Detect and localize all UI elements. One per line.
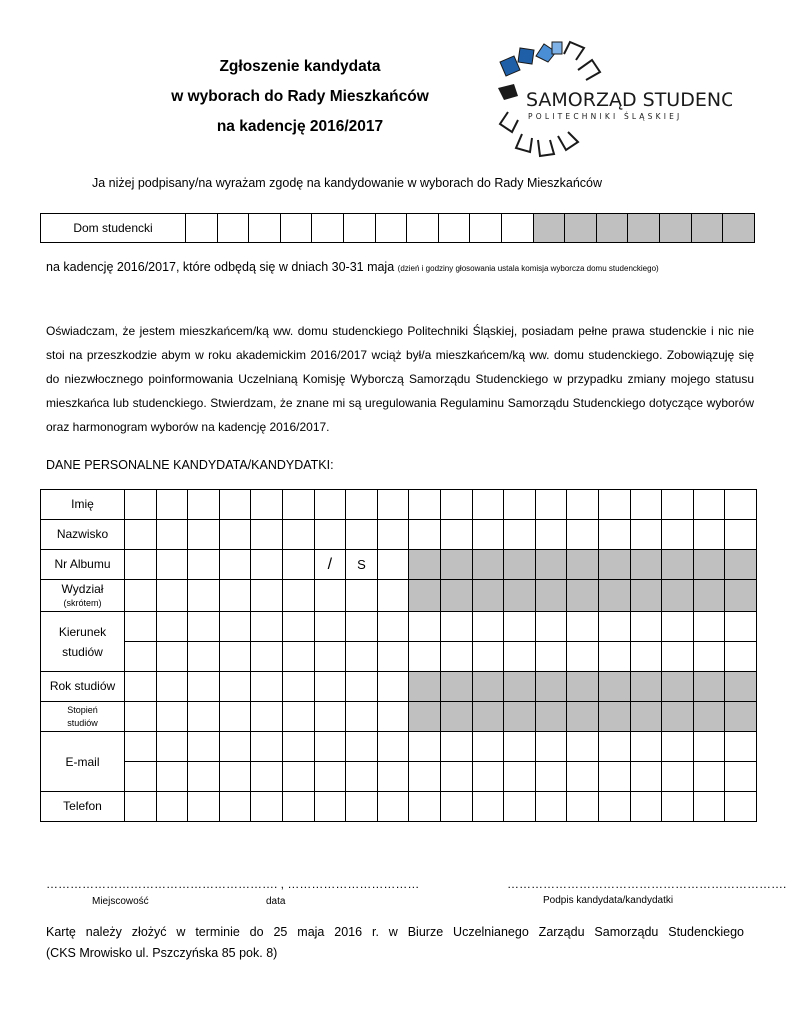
input-cell[interactable] bbox=[346, 580, 378, 612]
input-cell[interactable] bbox=[567, 642, 599, 672]
input-cell[interactable] bbox=[472, 612, 504, 642]
input-cell-disabled bbox=[598, 550, 630, 580]
dorm-cell-disabled bbox=[596, 214, 628, 243]
field-label bbox=[41, 612, 125, 672]
input-cell[interactable] bbox=[377, 550, 409, 580]
declaration bbox=[46, 319, 754, 439]
input-cell[interactable] bbox=[125, 490, 157, 520]
personal-data-table bbox=[40, 489, 757, 822]
dorm-cell-disabled bbox=[691, 214, 723, 243]
input-cell[interactable] bbox=[377, 642, 409, 672]
input-cell[interactable] bbox=[504, 762, 536, 792]
input-cell[interactable] bbox=[662, 762, 694, 792]
input-cell[interactable] bbox=[440, 792, 472, 822]
logo-name: SAMORZĄD STUDENCKI bbox=[526, 89, 732, 111]
input-cell[interactable] bbox=[156, 642, 188, 672]
input-cell[interactable] bbox=[219, 672, 251, 702]
input-cell[interactable] bbox=[630, 520, 662, 550]
input-cell[interactable] bbox=[156, 762, 188, 792]
input-cell[interactable] bbox=[156, 702, 188, 732]
input-cell[interactable] bbox=[377, 762, 409, 792]
input-cell[interactable] bbox=[282, 580, 314, 612]
input-cell[interactable] bbox=[188, 792, 220, 822]
input-cell[interactable] bbox=[188, 732, 220, 762]
input-cell[interactable] bbox=[156, 490, 188, 520]
input-cell[interactable] bbox=[188, 642, 220, 672]
input-cell-disabled bbox=[662, 550, 694, 580]
term-text: na kadencję 2016/2017, które odbędą się w dniach 30-31 maja bbox=[46, 260, 395, 274]
input-cell[interactable] bbox=[346, 672, 378, 702]
input-cell[interactable] bbox=[346, 732, 378, 762]
input-cell[interactable] bbox=[346, 520, 378, 550]
dorm-cell[interactable] bbox=[186, 214, 218, 243]
declaration-line: stoi na przeszkodzie abym w roku akademickim 2016/2017 wciąż był/a mieszkańcem/ką ww. domu studenckiego. Zobowiązuję się bbox=[46, 348, 754, 362]
field-label bbox=[41, 732, 125, 792]
input-cell-disabled bbox=[598, 702, 630, 732]
input-cell-disabled bbox=[440, 672, 472, 702]
input-cell[interactable] bbox=[346, 792, 378, 822]
input-cell[interactable] bbox=[377, 580, 409, 612]
input-cell-disabled bbox=[725, 672, 757, 702]
input-cell-disabled bbox=[504, 672, 536, 702]
input-cell[interactable] bbox=[188, 580, 220, 612]
input-cell[interactable] bbox=[725, 792, 757, 822]
input-cell[interactable] bbox=[125, 520, 157, 550]
dorm-cell-disabled bbox=[628, 214, 660, 243]
input-cell[interactable] bbox=[725, 642, 757, 672]
field-label-text: Nr Albumu bbox=[54, 557, 111, 571]
input-cell[interactable] bbox=[251, 732, 283, 762]
field-label-text: Nazwisko bbox=[56, 527, 109, 541]
input-cell[interactable] bbox=[377, 520, 409, 550]
input-cell[interactable] bbox=[630, 642, 662, 672]
field-label bbox=[41, 580, 125, 612]
input-cell-disabled bbox=[662, 672, 694, 702]
input-cell[interactable] bbox=[282, 642, 314, 672]
declaration-line: oraz harmonogram wyborów na kadencję 2016/2017. bbox=[46, 420, 330, 434]
input-cell[interactable] bbox=[251, 580, 283, 612]
signature-dots[interactable]: ……………………………………………………………. bbox=[507, 877, 787, 891]
field-label bbox=[41, 792, 125, 822]
dorm-cell[interactable] bbox=[312, 214, 344, 243]
field-label bbox=[41, 672, 125, 702]
input-cell-disabled bbox=[662, 580, 694, 612]
input-cell[interactable] bbox=[725, 762, 757, 792]
dorm-cell-disabled bbox=[533, 214, 565, 243]
input-cell[interactable] bbox=[504, 490, 536, 520]
input-cell[interactable] bbox=[314, 792, 346, 822]
dorm-cell[interactable] bbox=[501, 214, 533, 243]
input-cell[interactable] bbox=[346, 762, 378, 792]
input-cell[interactable] bbox=[314, 732, 346, 762]
input-cell[interactable] bbox=[662, 642, 694, 672]
dorm-cell[interactable] bbox=[470, 214, 502, 243]
personal-row bbox=[41, 792, 757, 822]
dorm-cell[interactable] bbox=[280, 214, 312, 243]
input-cell[interactable] bbox=[188, 672, 220, 702]
input-cell[interactable] bbox=[188, 762, 220, 792]
input-cell[interactable] bbox=[282, 550, 314, 580]
declaration-line: mieszkańca lub studenckiego. Stwierdzam, że znane mi są uregulowania Regulaminu Samorządu Studenckiego dotyczące wyborów bbox=[46, 396, 754, 410]
input-cell-disabled bbox=[693, 672, 725, 702]
input-cell-disabled bbox=[440, 580, 472, 612]
input-cell[interactable] bbox=[125, 550, 157, 580]
input-cell[interactable] bbox=[188, 490, 220, 520]
input-cell-disabled bbox=[409, 702, 441, 732]
title-line-2: w wyborach do Rady Mieszkańców bbox=[171, 88, 429, 105]
input-cell-disabled bbox=[567, 672, 599, 702]
input-cell[interactable] bbox=[440, 612, 472, 642]
input-cell[interactable] bbox=[125, 672, 157, 702]
input-cell[interactable] bbox=[219, 520, 251, 550]
input-cell[interactable] bbox=[662, 792, 694, 822]
input-cell[interactable] bbox=[409, 612, 441, 642]
input-cell[interactable] bbox=[440, 762, 472, 792]
input-cell-disabled bbox=[693, 702, 725, 732]
input-cell[interactable] bbox=[188, 612, 220, 642]
input-cell-disabled bbox=[693, 550, 725, 580]
dorm-cell[interactable] bbox=[249, 214, 281, 243]
input-cell[interactable] bbox=[598, 612, 630, 642]
personal-row bbox=[41, 612, 757, 642]
field-label-text: studiów bbox=[62, 644, 103, 659]
input-cell[interactable] bbox=[125, 612, 157, 642]
input-cell[interactable] bbox=[377, 612, 409, 642]
input-cell[interactable] bbox=[567, 762, 599, 792]
place-label: Miejscowość bbox=[92, 896, 149, 907]
dorm-table bbox=[40, 213, 755, 243]
input-cell[interactable] bbox=[504, 520, 536, 550]
input-cell-disabled bbox=[504, 702, 536, 732]
input-cell[interactable] bbox=[725, 612, 757, 642]
field-label-text: E-mail bbox=[65, 754, 100, 769]
input-cell[interactable] bbox=[282, 762, 314, 792]
field-label-text: Telefon bbox=[63, 799, 102, 813]
input-cell-disabled bbox=[630, 580, 662, 612]
input-cell[interactable] bbox=[188, 520, 220, 550]
input-cell-disabled bbox=[440, 550, 472, 580]
input-cell-disabled bbox=[535, 672, 567, 702]
input-cell[interactable] bbox=[219, 792, 251, 822]
footer-line-1: Kartę należy złożyć w terminie do 25 maja 2016 r. w Biurze Uczelnianego Zarządu Samorządu Studenckiego bbox=[46, 925, 744, 939]
dorm-label: Dom studencki bbox=[41, 214, 186, 243]
input-cell[interactable] bbox=[251, 642, 283, 672]
input-cell-disabled bbox=[725, 580, 757, 612]
input-cell[interactable] bbox=[472, 520, 504, 550]
field-label bbox=[41, 702, 125, 732]
personal-row bbox=[41, 490, 757, 520]
album-slash: / bbox=[314, 550, 346, 580]
personal-row bbox=[41, 732, 757, 762]
input-cell[interactable] bbox=[156, 792, 188, 822]
input-cell[interactable] bbox=[472, 792, 504, 822]
logo-subname: POLITECHNIKI ŚLĄSKIEJ bbox=[528, 112, 683, 121]
input-cell[interactable] bbox=[156, 550, 188, 580]
input-cell[interactable] bbox=[219, 702, 251, 732]
term-note: (dzień i godziny głosowania ustala komisja wyborcza domu studenckiego) bbox=[397, 264, 659, 273]
input-cell-disabled bbox=[409, 580, 441, 612]
input-cell-disabled bbox=[409, 672, 441, 702]
input-cell[interactable] bbox=[409, 642, 441, 672]
input-cell[interactable] bbox=[440, 520, 472, 550]
input-cell[interactable] bbox=[693, 762, 725, 792]
input-cell[interactable] bbox=[346, 490, 378, 520]
input-cell-disabled bbox=[472, 580, 504, 612]
input-cell[interactable] bbox=[125, 762, 157, 792]
input-cell-disabled bbox=[535, 550, 567, 580]
personal-row bbox=[41, 672, 757, 702]
date-label: data bbox=[266, 896, 286, 907]
personal-row bbox=[41, 580, 757, 612]
input-cell[interactable] bbox=[219, 550, 251, 580]
input-cell[interactable] bbox=[409, 762, 441, 792]
input-cell[interactable] bbox=[346, 702, 378, 732]
declaration-line: Oświadczam, że jestem mieszkańcem/ką ww. domu studenckiego Politechniki Śląskiej, posiadam pełne prawa studenckie i nic nie bbox=[46, 324, 754, 338]
input-cell[interactable] bbox=[251, 672, 283, 702]
field-label bbox=[41, 490, 125, 520]
input-cell[interactable] bbox=[282, 732, 314, 762]
input-cell[interactable] bbox=[440, 490, 472, 520]
input-cell[interactable] bbox=[282, 672, 314, 702]
input-cell[interactable] bbox=[630, 732, 662, 762]
input-cell[interactable] bbox=[251, 490, 283, 520]
input-cell[interactable] bbox=[535, 762, 567, 792]
input-cell[interactable] bbox=[219, 490, 251, 520]
input-cell-disabled bbox=[567, 580, 599, 612]
input-cell-disabled bbox=[535, 580, 567, 612]
declaration-line: do niezwłocznego poinformowania Uczelnianą Komisję Wyborczą Samorządu Studenckiego w przypadku zmiany mojego statusu bbox=[46, 372, 754, 386]
field-label-text: studiów bbox=[67, 717, 98, 728]
input-cell[interactable] bbox=[598, 762, 630, 792]
input-cell[interactable] bbox=[251, 702, 283, 732]
personal-heading: DANE PERSONALNE KANDYDATA/KANDYDATKI: bbox=[46, 458, 334, 472]
dorm-cell[interactable] bbox=[407, 214, 439, 243]
input-cell[interactable] bbox=[219, 580, 251, 612]
field-label-text: Wydział bbox=[61, 581, 104, 596]
input-cell[interactable] bbox=[282, 702, 314, 732]
input-cell[interactable] bbox=[567, 520, 599, 550]
field-label-text: Imię bbox=[71, 497, 94, 511]
field-label-text: Stopień bbox=[67, 704, 98, 715]
input-cell[interactable] bbox=[725, 520, 757, 550]
title-line-1: Zgłoszenie kandydata bbox=[219, 58, 381, 75]
input-cell[interactable] bbox=[409, 732, 441, 762]
samorzad-logo bbox=[496, 40, 732, 162]
input-cell[interactable] bbox=[377, 792, 409, 822]
input-cell[interactable] bbox=[409, 520, 441, 550]
input-cell[interactable] bbox=[314, 762, 346, 792]
dorm-cell-disabled bbox=[659, 214, 691, 243]
input-cell[interactable] bbox=[535, 520, 567, 550]
field-label bbox=[41, 550, 125, 580]
input-cell-disabled bbox=[662, 702, 694, 732]
input-cell[interactable] bbox=[630, 490, 662, 520]
input-cell[interactable] bbox=[598, 792, 630, 822]
input-cell[interactable] bbox=[251, 792, 283, 822]
term-line bbox=[46, 260, 659, 274]
gear-logo-icon bbox=[496, 40, 732, 162]
input-cell[interactable] bbox=[188, 702, 220, 732]
input-cell[interactable] bbox=[725, 732, 757, 762]
input-cell[interactable] bbox=[567, 732, 599, 762]
input-cell[interactable] bbox=[535, 612, 567, 642]
input-cell[interactable] bbox=[693, 612, 725, 642]
dorm-cell-disabled bbox=[723, 214, 755, 243]
input-cell[interactable] bbox=[504, 612, 536, 642]
input-cell[interactable] bbox=[662, 490, 694, 520]
input-cell[interactable] bbox=[156, 732, 188, 762]
input-cell[interactable] bbox=[472, 762, 504, 792]
input-cell[interactable] bbox=[567, 612, 599, 642]
input-cell[interactable] bbox=[535, 490, 567, 520]
intro-text: Ja niżej podpisany/na wyrażam zgodę na kandydowanie w wyborach do Rady Mieszkańców bbox=[92, 176, 602, 190]
input-cell[interactable] bbox=[662, 612, 694, 642]
input-cell[interactable] bbox=[693, 520, 725, 550]
input-cell[interactable] bbox=[567, 490, 599, 520]
personal-row bbox=[41, 642, 757, 672]
signature-label: Podpis kandydata/kandydatki bbox=[543, 895, 674, 906]
input-cell[interactable] bbox=[156, 612, 188, 642]
input-cell[interactable] bbox=[535, 642, 567, 672]
input-cell[interactable] bbox=[662, 732, 694, 762]
input-cell-disabled bbox=[409, 550, 441, 580]
input-cell[interactable] bbox=[377, 702, 409, 732]
input-cell-disabled bbox=[630, 672, 662, 702]
input-cell-disabled bbox=[472, 672, 504, 702]
input-cell[interactable] bbox=[377, 732, 409, 762]
personal-row bbox=[41, 762, 757, 792]
input-cell[interactable] bbox=[377, 490, 409, 520]
input-cell[interactable] bbox=[725, 490, 757, 520]
input-cell-disabled bbox=[535, 702, 567, 732]
personal-row bbox=[41, 702, 757, 732]
input-cell-disabled bbox=[567, 550, 599, 580]
input-cell-disabled bbox=[472, 550, 504, 580]
place-date-dots[interactable]: …………………………………………………. , …………………………… bbox=[46, 877, 420, 891]
input-cell[interactable] bbox=[314, 702, 346, 732]
input-cell[interactable] bbox=[693, 642, 725, 672]
input-cell[interactable] bbox=[598, 642, 630, 672]
input-cell[interactable] bbox=[125, 792, 157, 822]
input-cell[interactable] bbox=[535, 732, 567, 762]
input-cell[interactable] bbox=[314, 580, 346, 612]
field-label-text: Kierunek bbox=[58, 624, 107, 639]
input-cell[interactable] bbox=[346, 612, 378, 642]
input-cell-disabled bbox=[472, 702, 504, 732]
dorm-cell[interactable] bbox=[375, 214, 407, 243]
input-cell[interactable] bbox=[251, 550, 283, 580]
input-cell[interactable] bbox=[282, 612, 314, 642]
personal-row bbox=[41, 520, 757, 550]
footer-line-2: (CKS Mrowisko ul. Pszczyńska 85 pok. 8) bbox=[46, 946, 278, 960]
input-cell[interactable] bbox=[598, 732, 630, 762]
input-cell[interactable] bbox=[472, 732, 504, 762]
input-cell[interactable] bbox=[504, 792, 536, 822]
input-cell[interactable] bbox=[282, 490, 314, 520]
input-cell[interactable] bbox=[314, 672, 346, 702]
input-cell[interactable] bbox=[219, 612, 251, 642]
input-cell[interactable] bbox=[377, 672, 409, 702]
input-cell-disabled bbox=[693, 580, 725, 612]
input-cell[interactable] bbox=[504, 732, 536, 762]
input-cell[interactable] bbox=[630, 792, 662, 822]
input-cell-disabled bbox=[504, 550, 536, 580]
field-label-text: Rok studiów bbox=[49, 679, 116, 693]
input-cell[interactable] bbox=[219, 732, 251, 762]
personal-row bbox=[41, 550, 757, 580]
input-cell[interactable] bbox=[630, 612, 662, 642]
input-cell[interactable] bbox=[125, 702, 157, 732]
input-cell[interactable] bbox=[282, 520, 314, 550]
input-cell-disabled bbox=[630, 702, 662, 732]
album-s-prefix: S bbox=[346, 550, 378, 580]
input-cell[interactable] bbox=[251, 762, 283, 792]
input-cell[interactable] bbox=[125, 580, 157, 612]
field-label-text: (skrótem) bbox=[63, 597, 102, 608]
input-cell-disabled bbox=[598, 672, 630, 702]
input-cell-disabled bbox=[440, 702, 472, 732]
input-cell-disabled bbox=[567, 702, 599, 732]
input-cell[interactable] bbox=[440, 642, 472, 672]
input-cell[interactable] bbox=[156, 520, 188, 550]
input-cell[interactable] bbox=[314, 612, 346, 642]
input-cell[interactable] bbox=[188, 550, 220, 580]
input-cell[interactable] bbox=[251, 520, 283, 550]
input-cell[interactable] bbox=[504, 642, 536, 672]
input-cell[interactable] bbox=[219, 642, 251, 672]
input-cell[interactable] bbox=[156, 580, 188, 612]
input-cell-disabled bbox=[630, 550, 662, 580]
input-cell[interactable] bbox=[440, 732, 472, 762]
input-cell[interactable] bbox=[630, 762, 662, 792]
input-cell[interactable] bbox=[219, 762, 251, 792]
input-cell[interactable] bbox=[251, 612, 283, 642]
input-cell-disabled bbox=[598, 580, 630, 612]
input-cell[interactable] bbox=[598, 490, 630, 520]
input-cell[interactable] bbox=[282, 792, 314, 822]
input-cell[interactable] bbox=[125, 642, 157, 672]
dorm-cell[interactable] bbox=[217, 214, 249, 243]
input-cell[interactable] bbox=[693, 732, 725, 762]
input-cell[interactable] bbox=[693, 792, 725, 822]
dorm-cell[interactable] bbox=[438, 214, 470, 243]
input-cell[interactable] bbox=[314, 642, 346, 672]
input-cell[interactable] bbox=[125, 732, 157, 762]
input-cell[interactable] bbox=[567, 792, 599, 822]
dorm-cell[interactable] bbox=[343, 214, 375, 243]
input-cell[interactable] bbox=[662, 520, 694, 550]
input-cell[interactable] bbox=[314, 520, 346, 550]
input-cell[interactable] bbox=[472, 490, 504, 520]
input-cell[interactable] bbox=[156, 672, 188, 702]
input-cell-disabled bbox=[725, 702, 757, 732]
input-cell[interactable] bbox=[409, 490, 441, 520]
input-cell[interactable] bbox=[598, 520, 630, 550]
input-cell[interactable] bbox=[693, 490, 725, 520]
dorm-cell-disabled bbox=[565, 214, 597, 243]
field-label bbox=[41, 520, 125, 550]
input-cell[interactable] bbox=[535, 792, 567, 822]
input-cell-disabled bbox=[504, 580, 536, 612]
input-cell-disabled bbox=[725, 550, 757, 580]
input-cell[interactable] bbox=[346, 642, 378, 672]
input-cell[interactable] bbox=[472, 642, 504, 672]
input-cell[interactable] bbox=[409, 792, 441, 822]
input-cell[interactable] bbox=[314, 490, 346, 520]
title-line-3: na kadencję 2016/2017 bbox=[216, 118, 384, 135]
